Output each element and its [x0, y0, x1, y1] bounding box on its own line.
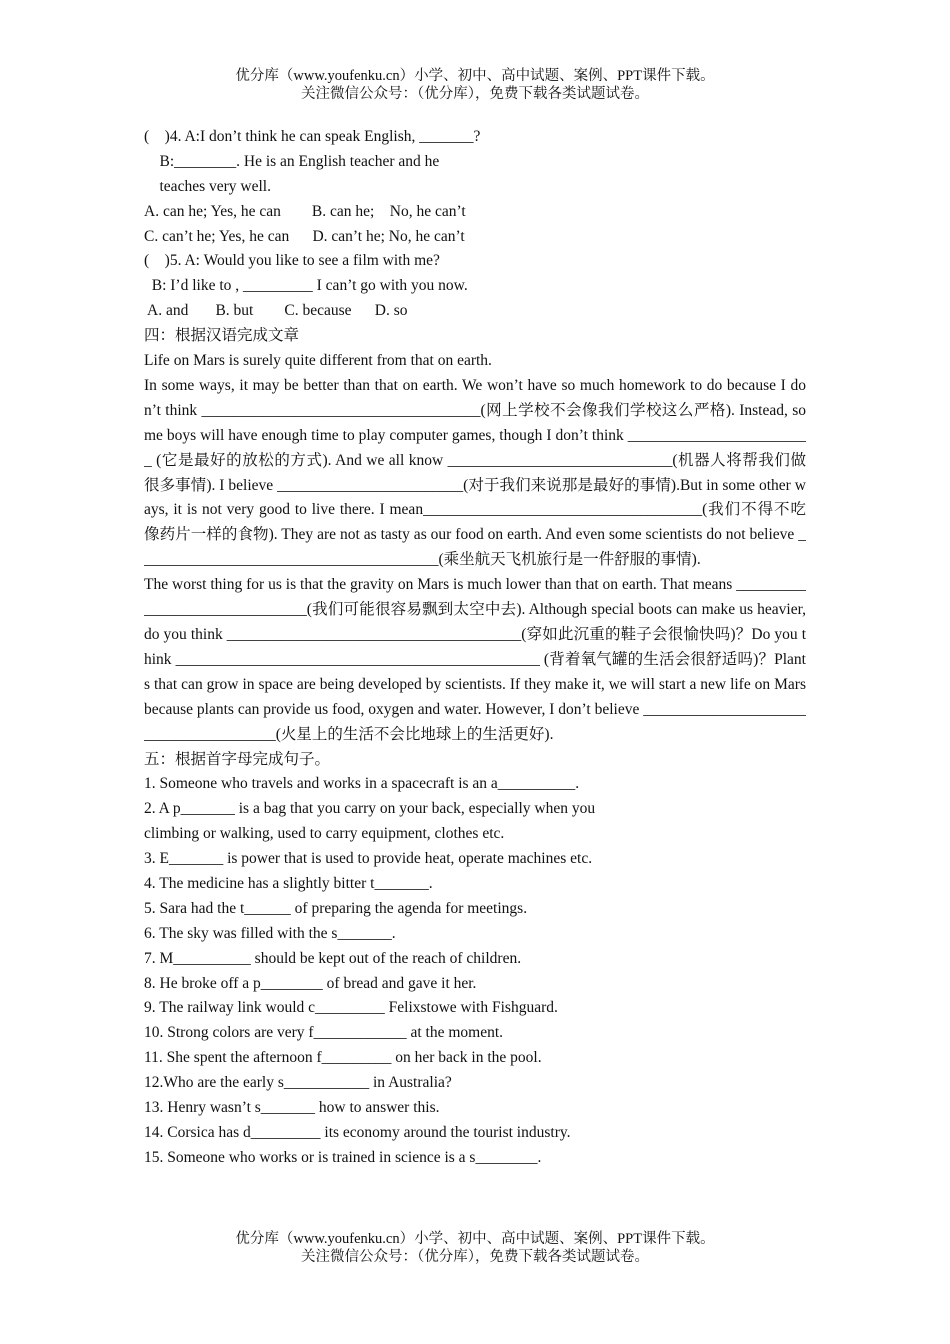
list-item: 13. Henry wasn’t s_______ how to answer this. [144, 1098, 440, 1116]
list-item: 7. M__________ should be kept out of the reach of children. [144, 949, 522, 967]
page-footer [0, 1230, 950, 1266]
list-item: 1. Someone who travels and works in a spacecraft is an a__________. [144, 775, 580, 793]
q4-options-1: A. can he; Yes, he can B. can he; No, he can’t [144, 202, 466, 220]
header-line-2: 关注微信公众号：（优分库），免费下载各类试题试卷。 [301, 86, 649, 102]
header-line-1: 优分库（www.youfenku.cn）小学、初中、高中试题、案例、PPT课件下载。 [235, 68, 715, 84]
q4-line-1: ( )4. A:I don’t think he can speak English, _______? [144, 128, 481, 145]
list-item: 15. Someone who works or is trained in science is a s________. [144, 1148, 542, 1166]
q5-line-1: ( )5. A: Would you like to see a film with me? [144, 252, 440, 270]
list-item: 12.Who are the early s___________ in Australia? [144, 1074, 452, 1092]
q4-line-3: teaches very well. [144, 177, 271, 195]
question-4 [144, 125, 806, 249]
list-item: 8. He broke off a p________ of bread and gave it her. [144, 974, 477, 992]
list-item: 3. E_______ is power that is used to provide heat, operate machines etc. [144, 850, 593, 868]
document-body [144, 125, 806, 1171]
footer-line-1: 优分库（www.youfenku.cn）小学、初中、高中试题、案例、PPT课件下载。 [235, 1231, 715, 1247]
section-4-title: 四：根据汉语完成文章 [144, 327, 300, 345]
list-item: 9. The railway link would c_________ Felixstowe with Fishguard. [144, 999, 558, 1017]
page-header [0, 67, 950, 103]
section-4 [144, 324, 806, 747]
list-item: 10. Strong colors are very f____________ at the moment. [144, 1024, 504, 1042]
list-item: 4. The medicine has a slightly bitter t_______. [144, 874, 433, 892]
section-4-para-1: Life on Mars is surely quite different from that on earth. [144, 352, 492, 370]
section-4-passage [144, 374, 806, 748]
list-item: 5. Sara had the t______ of preparing the agenda for meetings. [144, 899, 528, 917]
footer-line-2: 关注微信公众号：（优分库），免费下载各类试题试卷。 [301, 1249, 649, 1265]
list-item: 11. She spent the afternoon f_________ on her back in the pool. [144, 1049, 542, 1067]
q5-options: A. and B. but C. because D. so [144, 302, 408, 320]
list-item: 2. A p_______ is a bag that you carry on your back, especially when you [144, 800, 596, 818]
question-5 [144, 249, 806, 324]
q4-line-2: B:________. He is an English teacher and he [144, 152, 440, 170]
q5-line-2: B: I’d like to , _________ I can’t go with you now. [144, 277, 468, 295]
list-item: 14. Corsica has d_________ its economy around the tourist industry. [144, 1123, 571, 1141]
section-4-para-3: The worst thing for us is that the gravity on Mars is much lower than that on earth. That means ______________________________(我们可能很容易飘到太空中去). Although special boots can make us heavier, do you think ______________________________________(穿如此沉重的鞋子会很愉快吗)？Do you think _______________________________________________ (背着氧气罐的生活会很舒适吗)？Plants that can grow in space are being developed by scientists. If they make it, we will start a new life on Mars because plants can provide us food, oxygen and water. However, I don’t believe ______________________________________(火星上的生活不会比地球上的生活更好). [144, 576, 806, 743]
section-5-title: 五：根据首字母完成句子。 [144, 750, 331, 768]
list-item: climbing or walking, used to carry equipment, clothes etc. [144, 825, 505, 843]
q4-options-2: C. can’t he; Yes, he can D. can’t he; No, he can’t [144, 227, 465, 245]
section-4-para-2: In some ways, it may be better than that on earth. We won’t have so much homework to do because I don’t think ____________________________________(网上学校不会像我们学校这么严格). Instead, some boys will have enough time to play computer games, though I don’t think ________________________ (它是最好的放松的方式). And we all know _____________________________(机器人将帮我们做很多事情). I believe ________________________(对于我们来说那是最好的事情).But in some other ways, it is not very good to live there. I mean____________________________________(我们不得不吃像药片一样的食物). They are not as tasty as our food on earth. And even some scientists do not believe _______________________________________(乘坐航天飞机旅行是一件舒服的事情). [144, 376, 806, 569]
section-5 [144, 748, 806, 1171]
list-item: 6. The sky was filled with the s_______. [144, 924, 396, 942]
